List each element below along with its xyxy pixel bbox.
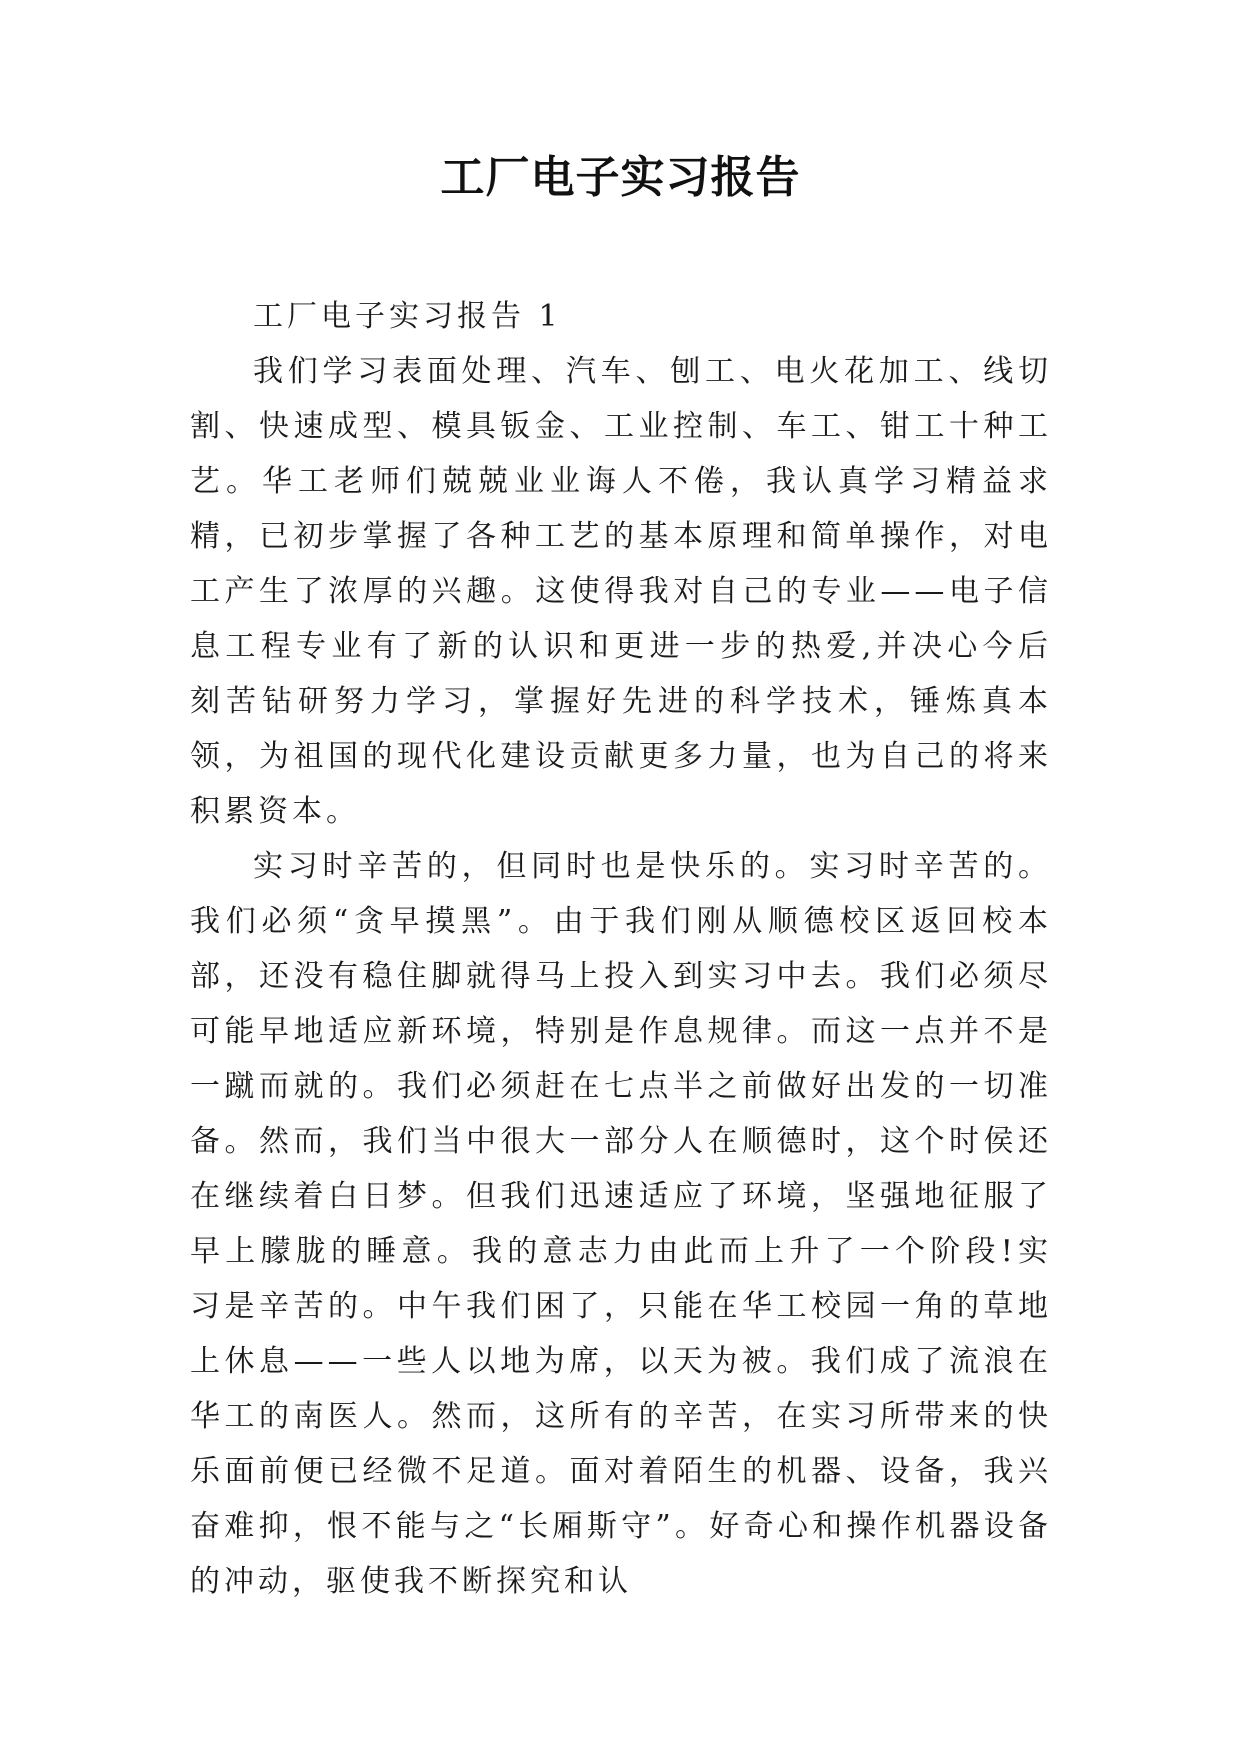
document-title: 工厂电子实习报告 <box>440 152 801 203</box>
document-body <box>190 289 1052 1609</box>
paragraph-2: 实习时辛苦的，但同时也是快乐的。实习时辛苦的。我们必须“贪早摸黑”。由于我们刚从顺德校区返回校本部，还没有稳住脚就得马上投入到实习中去。我们必须尽可能早地适应新环境，特别是作息规律。而这一点并不是一蹴而就的。我们必须赶在七点半之前做好出发的一切准备。然而，我们当中很大一部分人在顺德时，这个时侯还在继续着白日梦。但我们迅速适应了环境，坚强地征服了早上朦胧的睡意。我的意志力由此而上升了一个阶段!实习是辛苦的。中午我们困了，只能在华工校园一角的草地上休息——一些人以地为席，以天为被。我们成了流浪在华工的南医人。然而，这所有的辛苦，在实习所带来的快乐面前便已经微不足道。面对着陌生的机器、设备，我兴奋难抑，恨不能与之“长厢斯守”。好奇心和操作机器设备的冲动，驱使我不断探究和认 <box>190 849 1052 1599</box>
paragraph-1: 我们学习表面处理、汽车、刨工、电火花加工、线切割、快速成型、模具钣金、工业控制、车工、钳工十种工艺。华工老师们兢兢业业诲人不倦，我认真学习精益求精，已初步掌握了各种工艺的基本原理和简单操作，对电工产生了浓厚的兴趣。这使得我对自己的专业——电子信息工程专业有了新的认识和更进一步的热爱,并决心今后刻苦钻研努力学习，掌握好先进的科学技术，锤炼真本领，为祖国的现代化建设贡献更多力量，也为自己的将来积累资本。 <box>190 354 1052 829</box>
section-heading: 工厂电子实习报告 1 <box>253 299 562 334</box>
